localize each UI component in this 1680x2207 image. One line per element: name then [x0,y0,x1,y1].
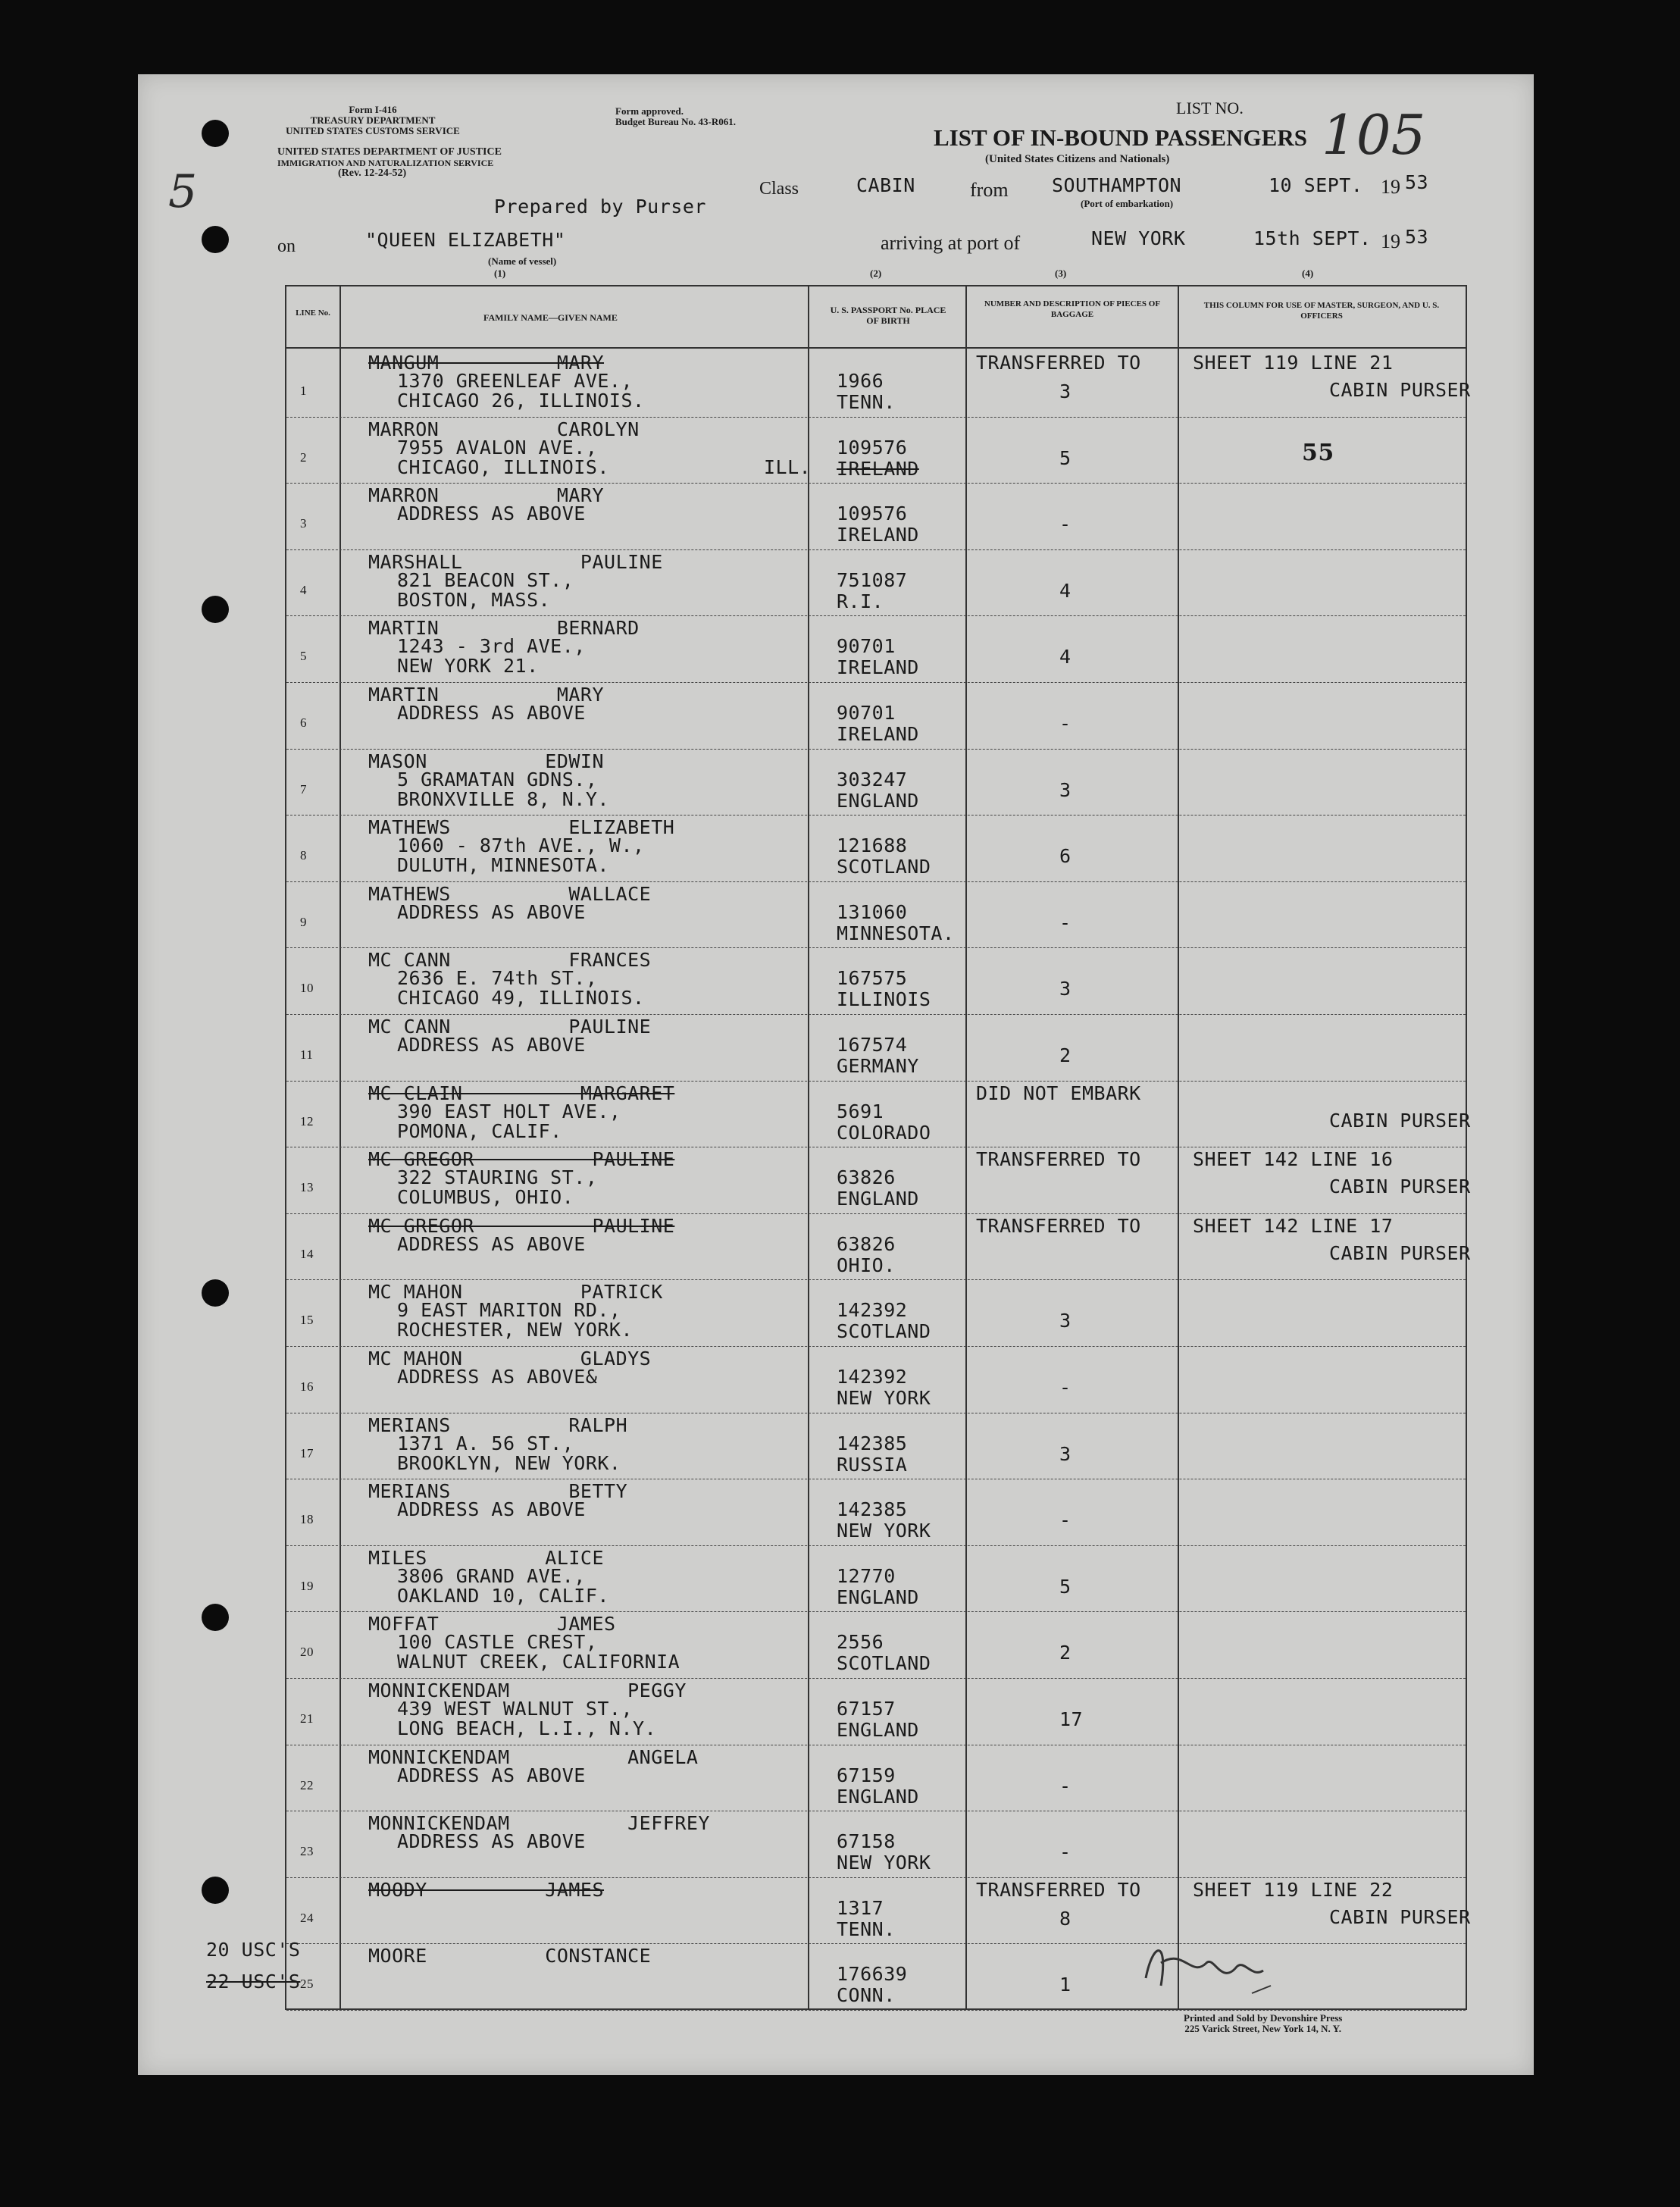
baggage-count: 8 [1059,1907,1072,1930]
col-num-1: (1) [494,268,506,279]
passport-number: 63826 [837,1232,896,1255]
address-line-2: OAKLAND 10, CALIF. [397,1584,609,1607]
passport-number: 142392 [837,1366,908,1388]
place-of-birth: CONN. [837,1984,896,2007]
place-of-birth: ILLINOIS [837,988,931,1011]
col-num-3: (3) [1055,268,1067,279]
baggage-count: - [1059,1774,1072,1797]
place-of-birth: IRELAND [837,656,919,679]
header-divider [286,347,1466,349]
line-number: 17 [300,1445,314,1460]
table-row [286,1678,1466,1745]
prepared-by: Prepared by Purser [494,196,706,218]
line-number: 16 [300,1379,314,1394]
address-line-2: POMONA, CALIF. [397,1119,562,1142]
passenger-name: MC GREGOR PAULINE [368,1148,675,1171]
line-number: 8 [300,848,307,863]
printer-line-2: 225 Varick Street, New York 14, N. Y. [1184,2023,1342,2034]
address-line-1: 1243 - 3rd AVE., [397,635,586,658]
baggage-count: - [1059,1509,1072,1532]
line-number: 11 [300,1047,314,1062]
table-row [286,1611,1466,1678]
place-of-birth: ENGLAND [837,1785,919,1808]
address-line-1: 2636 E. 74th ST., [397,967,598,990]
address-line-2: COLUMBUS, OHIO. [397,1186,574,1209]
address-line-2: BROOKLYN, NEW YORK. [397,1451,621,1474]
table-row [286,350,1471,417]
place-of-birth: OHIO. [837,1254,896,1276]
passenger-name: MOORE CONSTANCE [368,1945,652,1968]
baggage-count: - [1059,1376,1072,1398]
passport-number: 90701 [837,635,896,658]
place-of-birth: ENGLAND [837,1719,919,1741]
passport-number: 303247 [837,768,908,790]
line-number: 10 [300,981,314,996]
passport-number: 142385 [837,1498,908,1521]
place-of-birth: TENN. [837,391,896,413]
passenger-name: MASON EDWIN [368,750,605,772]
passport-number: 2556 [837,1631,884,1654]
place-of-birth: MINNESOTA. [837,922,955,944]
passenger-name: MANGUM MARY [368,352,605,374]
officer-signature [1138,1933,1290,2009]
line-number: 20 [300,1645,314,1660]
from-date: 10 SEPT. [1269,174,1363,196]
baggage-count: - [1059,911,1072,934]
justice-block [277,147,502,179]
margin-note: 5 [168,165,198,218]
from-label: from [970,179,1009,201]
line-number: 15 [300,1313,314,1328]
officer-note-1: TRANSFERRED TO [976,1878,1141,1901]
table-row [286,615,1466,682]
line-number: 22 [300,1777,314,1792]
passport-number: 1317 [837,1896,884,1919]
line-number: 23 [300,1844,314,1859]
passenger-name: MC MAHON GLADYS [368,1348,652,1370]
treasury-dept: TREASURY DEPARTMENT [310,114,436,126]
punch-hole [202,596,229,623]
passenger-name: MARTIN MARY [368,684,605,706]
col-num-4: (4) [1302,268,1314,279]
address-line-2: NEW YORK 21. [397,655,539,678]
table-row [286,749,1466,815]
margin-usc-2: 22 USC'S [206,1971,301,1993]
address-line-2: ROCHESTER, NEW YORK. [397,1319,634,1341]
passport-number: 90701 [837,702,896,724]
baggage-count: 2 [1059,1642,1072,1664]
passport-number: 67157 [837,1698,896,1720]
col-header-name: FAMILY NAME—GIVEN NAME [483,312,618,323]
table-row [286,1413,1466,1479]
passenger-name: MATHEWS WALLACE [368,882,652,905]
address-line-1: 1060 - 87th AVE., W., [397,834,645,857]
row-divider [286,2010,1466,2011]
passenger-name: MC CLAIN MARGARET [368,1082,675,1104]
passport-number: 167575 [837,967,908,990]
place-of-birth: SCOTLAND [837,1320,931,1343]
address-line-2: LONG BEACH, L.I., N.Y. [397,1717,657,1739]
passenger-name: MC GREGOR PAULINE [368,1214,675,1237]
address-line-1: ADDRESS AS ABOVE [397,900,586,923]
line-number: 1 [300,383,307,398]
printer-line-1: Printed and Sold by Devonshire Press [1184,2012,1343,2024]
address-line-2: CHICAGO 26, ILLINOIS. [397,390,645,412]
baggage-count: 5 [1059,446,1072,469]
baggage-count: 6 [1059,845,1072,868]
place-of-birth: SCOTLAND [837,856,931,878]
class-label: Class [759,179,799,199]
line-number: 24 [300,1910,314,1925]
line-number: 7 [300,781,307,797]
baggage-count: 3 [1059,778,1072,801]
address-line-1: ADDRESS AS ABOVE [397,702,586,724]
passport-number: 63826 [837,1166,896,1189]
address-line-2: DULUTH, MINNESOTA. [397,854,609,877]
place-of-birth: ENGLAND [837,1586,919,1608]
passport-number: 142392 [837,1299,908,1322]
from-year: 53 [1405,171,1429,193]
passport-number: 67158 [837,1830,896,1853]
officer-note-3: CABIN PURSER [1329,1241,1471,1264]
passport-number: 109576 [837,436,908,459]
table-row [286,881,1466,948]
address-line-1: ADDRESS AS ABOVE [397,1232,586,1255]
passenger-name: MC CANN FRANCES [368,949,652,972]
form-revision: (Rev. 12-24-52) [338,167,407,179]
place-of-birth: IRELAND [837,524,919,546]
line-number: 4 [300,582,307,597]
table-row [286,1279,1466,1346]
officer-note-1: TRANSFERRED TO [976,352,1141,374]
ins-service: IMMIGRATION AND NATURALIZATION SERVICE [277,158,494,168]
form-approved: Form approved. [615,105,684,117]
arrival-year: 53 [1405,226,1429,248]
address-line-1: ADDRESS AS ABOVE [397,1034,586,1056]
baggage-count: - [1059,1841,1072,1864]
place-of-birth: SCOTLAND [837,1652,931,1675]
passport-number: 142385 [837,1432,908,1454]
baggage-count: 5 [1059,1575,1072,1598]
table-row [286,1346,1466,1413]
place-of-birth: R.I. [837,590,884,612]
address-line-1: ADDRESS AS ABOVE& [397,1366,598,1388]
officer-note-1: TRANSFERRED TO [976,1148,1141,1171]
address-line-1: 821 BEACON ST., [397,568,574,591]
baggage-count: 3 [1059,380,1072,402]
table-row [286,1479,1466,1545]
address-line-1: ADDRESS AS ABOVE [397,1498,586,1521]
col-num-2: (2) [870,268,882,279]
address-line-1: 390 EAST HOLT AVE., [397,1100,621,1122]
line-number: 9 [300,914,307,929]
punch-hole [202,1877,229,1904]
officer-note-3: CABIN PURSER [1329,1905,1471,1928]
baggage-count: - [1059,712,1072,734]
officer-note-1: DID NOT EMBARK [976,1082,1141,1104]
table-row [286,1081,1471,1147]
place-of-birth: IRELAND [837,723,919,745]
arrival-port: NEW YORK [1091,227,1186,249]
place-of-birth: RUSSIA [837,1453,908,1476]
passenger-name: MOODY JAMES [368,1878,605,1901]
address-line-1: 322 STAURING ST., [397,1166,598,1189]
line-number: 6 [300,715,307,730]
table-row [286,417,1466,484]
baggage-count: 3 [1059,978,1072,1000]
passport-number: 167574 [837,1034,908,1056]
passenger-name: MOFFAT JAMES [368,1613,616,1636]
list-number: 105 [1322,103,1426,167]
punch-hole [202,120,229,147]
baggage-count: 3 [1059,1442,1072,1465]
line-number: 3 [300,516,307,531]
table-row [286,947,1466,1014]
form-approval [615,106,736,127]
officer-note-3: CABIN PURSER [1329,1176,1471,1198]
place-of-birth: TENN. [837,1917,896,1940]
col-header-baggage: NUMBER AND DESCRIPTION OF PIECES OF BAGGAGE [984,299,1161,319]
table-row [286,1147,1471,1213]
address-line-2: BRONXVILLE 8, N.Y. [397,787,609,810]
punch-hole [202,1279,229,1307]
address-line-2: CHICAGO, ILLINOIS. [397,455,609,478]
baggage-count: 17 [1059,1708,1084,1730]
place-of-birth: NEW YORK [837,1520,931,1542]
officer-note-2: SHEET 142 LINE 16 [1193,1148,1394,1171]
from-year-prefix: 19 [1381,176,1400,198]
passport-number: 12770 [837,1564,896,1587]
line-number: 2 [300,449,307,465]
baggage-count: - [1059,513,1072,536]
passenger-name: MARRON MARY [368,484,605,507]
baggage-count: 4 [1059,579,1072,602]
place-of-birth: NEW YORK [837,1852,931,1874]
passenger-name: MONNICKENDAM PEGGY [368,1680,687,1701]
line-number: 19 [300,1578,314,1593]
address-line-1: 1371 A. 56 ST., [397,1432,574,1454]
line-number: 18 [300,1512,314,1527]
baggage-count: 2 [1059,1044,1072,1066]
col-header-officers: THIS COLUMN FOR USE OF MASTER, SURGEON, AND U. S. OFFICERS [1203,301,1440,321]
passport-number: 121688 [837,834,908,857]
address-line-1: 3806 GRAND AVE., [397,1564,586,1587]
list-no-label: LIST NO. [1176,99,1244,117]
passenger-name: MC MAHON PATRICK [368,1281,663,1304]
place-of-birth: COLORADO [837,1121,931,1144]
baggage-count: 3 [1059,1310,1072,1332]
table-row [286,1745,1466,1811]
place-of-birth: GERMANY [837,1055,919,1077]
address-line-1: ADDRESS AS ABOVE [397,1830,586,1853]
punch-hole [202,226,229,253]
baggage-count: 1 [1059,1974,1072,1996]
address-line-1: 100 CASTLE CREST, [397,1631,598,1654]
passport-number: 67159 [837,1764,896,1786]
passenger-table [285,285,1471,2010]
port-embark-caption: (Port of embarkation) [1081,198,1174,209]
passport-number: 131060 [837,900,908,923]
signature-scribble [1138,1933,1290,2001]
arrival-date: 15th SEPT. [1253,227,1372,249]
margin-usc-1: 20 USC'S [206,1939,301,1961]
arrival-year-prefix: 19 [1381,230,1400,252]
address-line-1: 1370 GREENLEAF AVE., [397,370,634,392]
line-number: 5 [300,649,307,664]
table-row [286,1545,1466,1612]
printer-imprint [1184,2013,1342,2034]
place-of-birth: ENGLAND [837,789,919,812]
form-id: Form I-416 [349,104,397,115]
table-row [286,1213,1471,1280]
baggage-count: 4 [1059,646,1072,668]
address-line-2: CHICAGO 49, ILLINOIS. [397,987,645,1010]
table-row [286,1811,1466,1877]
form-subtitle: (United States Citizens and Nationals) [985,153,1170,165]
passport-number: 109576 [837,502,908,525]
punch-hole [202,1604,229,1631]
arriving-label: arriving at port of [881,232,1021,254]
officer-note-2: 55 [1302,439,1334,466]
address-line-1: 5 GRAMATAN GDNS., [397,768,598,790]
officer-note-2: SHEET 119 LINE 21 [1193,352,1394,374]
passenger-name: MONNICKENDAM JEFFREY [368,1812,710,1835]
address-line-1: ADDRESS AS ABOVE [397,1764,586,1786]
line-number: 14 [300,1246,314,1261]
passport-number: 176639 [837,1963,908,1986]
class-value: CABIN [856,174,915,196]
budget-bureau: Budget Bureau No. 43-R061. [615,116,737,127]
table-row [286,483,1466,549]
passenger-name: MERIANS RALPH [368,1413,628,1436]
line-number: 25 [300,1977,314,1992]
passenger-list-page [138,74,1534,2075]
passenger-name: MARTIN BERNARD [368,617,640,640]
passenger-name: MATHEWS ELIZABETH [368,816,675,839]
address-line-1: 439 WEST WALNUT ST., [397,1698,634,1720]
vessel-caption: (Name of vessel) [488,255,557,267]
officer-note-3: CABIN PURSER [1329,379,1471,401]
passport-number: 5691 [837,1100,884,1122]
address-line-1: 9 EAST MARITON RD., [397,1299,621,1322]
officer-note-1: TRANSFERRED TO [976,1214,1141,1237]
address-line-1: ADDRESS AS ABOVE [397,502,586,525]
passenger-name: MONNICKENDAM ANGELA [368,1745,699,1768]
table-row [286,682,1466,749]
officer-note-2: SHEET 142 LINE 17 [1193,1214,1394,1237]
line-number: 13 [300,1180,314,1195]
table-row [286,1014,1466,1081]
col-header-passport: U. S. PASSPORT No. PLACE OF BIRTH [830,305,946,326]
line-number: 21 [300,1711,314,1726]
vessel-name: "QUEEN ELIZABETH" [365,229,566,251]
from-port: SOUTHAMPTON [1052,174,1182,196]
address-line-2: BOSTON, MASS. [397,588,551,611]
passenger-name: MERIANS BETTY [368,1480,628,1503]
address-line-1: 7955 AVALON AVE., [397,436,598,459]
form-title: LIST OF IN-BOUND PASSENGERS [934,124,1307,151]
passport-number: 751087 [837,568,908,591]
place-of-birth: IRELAND [837,457,919,480]
address-line-2: WALNUT CREEK, CALIFORNIA [397,1651,680,1673]
birth-prefix: ILL. [764,455,812,478]
passenger-name: MILES ALICE [368,1546,605,1569]
table-row [286,815,1466,881]
col-header-line-no: LINE No. [296,308,330,318]
customs-service: UNITED STATES CUSTOMS SERVICE [286,125,460,136]
place-of-birth: NEW YORK [837,1387,931,1409]
justice-dept: UNITED STATES DEPARTMENT OF JUSTICE [277,146,502,158]
form-agency-block [274,105,471,136]
officer-note-2: SHEET 119 LINE 22 [1193,1878,1394,1901]
table-row [286,549,1466,616]
line-number: 12 [300,1113,314,1129]
place-of-birth: ENGLAND [837,1188,919,1210]
officer-note-3: CABIN PURSER [1329,1109,1471,1132]
passport-number: 1966 [837,370,884,392]
on-label: on [277,236,296,256]
passenger-name: MARRON CAROLYN [368,418,640,440]
passenger-name: MARSHALL PAULINE [368,550,663,573]
passenger-name: MC CANN PAULINE [368,1016,652,1038]
